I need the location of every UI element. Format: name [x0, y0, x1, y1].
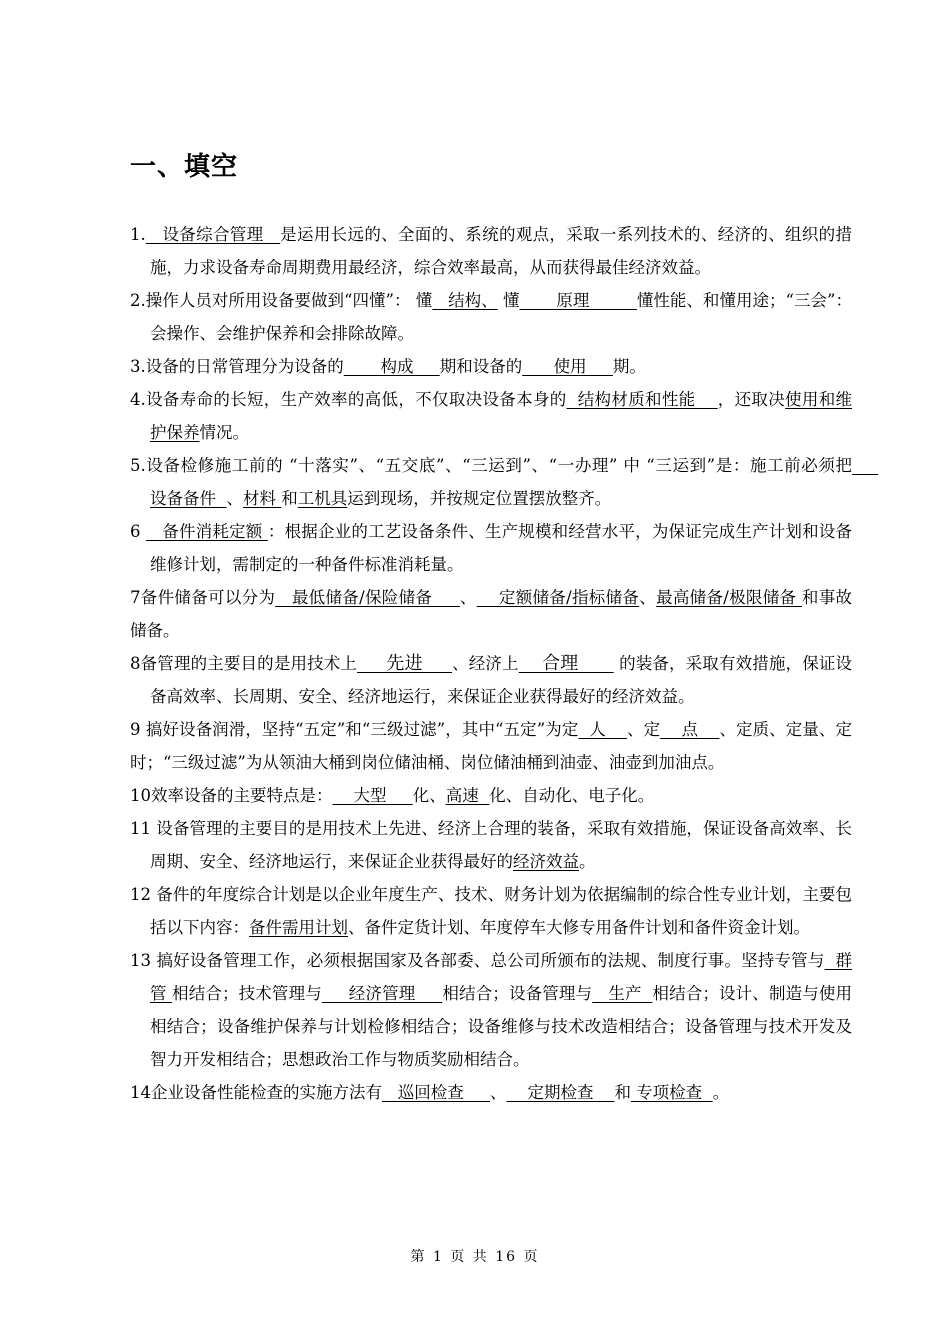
answer-blank: 备件消耗定额: [145, 522, 268, 541]
question-text: 、经济上: [452, 654, 519, 673]
question-item: [130, 350, 852, 383]
answer-blank: 备件需用计划: [249, 918, 348, 937]
answer-blank: 原理: [519, 291, 637, 310]
answer-blank: 群管: [150, 951, 852, 1003]
question-item: [130, 515, 852, 581]
answer-blank: 经济管理: [321, 984, 443, 1003]
question-item: [130, 647, 852, 713]
question-text: 情况。: [199, 423, 249, 442]
answer-blank: 经济效益: [513, 852, 579, 871]
answer-blank: 使用和维护保养: [150, 390, 853, 442]
question-text: 12 备件的年度综合计划是以企业年度生产、技术、财务计划为依据编制的综合性专业计划，主要包括以下内容：: [130, 885, 852, 937]
answer-blank: 结构材质和性能: [566, 390, 718, 409]
question-item: [130, 713, 852, 779]
question-text: 和: [614, 1083, 631, 1102]
question-text: 和事故储备。: [130, 588, 852, 640]
question-item: [130, 449, 879, 515]
answer-blank: 合理: [518, 653, 614, 674]
question-text: 5.设备检修施工前的 “十落实”、“五交底”、“三运到”、“一办理” 中 “三运到”是：施工前必须把: [130, 456, 852, 475]
fill-in-blank-list: [130, 218, 879, 1109]
question-text: 2.操作人员对所用设备要做到“四懂”： 懂: [130, 291, 433, 310]
question-item: [130, 284, 852, 350]
question-text: 相结合；技术管理与: [172, 984, 322, 1003]
section-heading: 一、填空: [130, 152, 239, 182]
question-text: 期和设备的: [439, 357, 523, 376]
question-item: [130, 812, 852, 878]
question-item: [130, 878, 852, 944]
question-text: 懂: [497, 291, 520, 310]
answer-blank: 设备备件: [150, 456, 879, 508]
answer-blank: 构成: [343, 357, 440, 376]
answer-blank: 高速: [445, 786, 490, 805]
question-text: 11 设备管理的主要目的是用技术上先进、经济上合理的装备，采取有效措施，保证设备高效率、长周期、安全、经济地运行，来保证企业获得最好的: [130, 819, 852, 871]
question-item: [130, 779, 852, 812]
answer-blank: 最低储备/保险储备: [275, 588, 460, 607]
answer-blank: 巡回检查: [382, 1083, 490, 1102]
question-text: 8备管理的主要目的是用技术上: [130, 654, 358, 673]
question-text: 的装备，采取有效措施，保证设备高效率、长周期、安全、经济地运行，来保证企业获得最好的经济效益。: [150, 654, 852, 706]
answer-blank: 设备综合管理: [145, 225, 281, 244]
question-text: 化、自动化、电子化。: [489, 786, 655, 805]
question-text: 相结合；设备管理与: [442, 984, 593, 1003]
question-text: 13 搞好设备管理工作，必须根据国家及各部委、总公司所颁布的法规、制度行事。坚持专管与: [130, 951, 825, 970]
question-item: [130, 218, 852, 284]
question-text: 、: [639, 588, 657, 607]
page-footer: 第 1 页 共 16 页: [410, 1249, 540, 1265]
question-text: 、: [489, 1083, 507, 1102]
question-text: 6: [130, 522, 146, 541]
question-text: 。: [712, 1083, 730, 1102]
question-text: 3.设备的日常管理分为设备的: [130, 357, 344, 376]
question-text: 和: [281, 489, 298, 508]
question-text: 4.设备寿命的长短，生产效率的高低，不仅取决设备本身的: [130, 390, 567, 409]
question-item: [130, 944, 852, 1076]
answer-blank: 工机具: [297, 489, 348, 508]
answer-blank: 最高储备/极限储备: [656, 588, 802, 607]
answer-blank: 材料: [243, 489, 282, 508]
question-text: 、定: [627, 720, 661, 739]
question-text: 。: [579, 852, 596, 871]
question-text: 9 搞好设备润滑，坚持“五定”和“三级过滤”，其中“五定”为定: [130, 720, 579, 739]
answer-blank: 大型: [332, 786, 413, 805]
answer-blank: 定期检查: [506, 1083, 615, 1102]
question-item: [130, 383, 852, 449]
answer-blank: 使用: [522, 357, 613, 376]
question-text: 化、: [412, 786, 446, 805]
question-text: ，还取决: [717, 390, 786, 409]
question-text: 期。: [612, 357, 646, 376]
question-text: 是运用长远的、全面的、系统的观点，采取一系列技术的、经济的、组织的措施，力求设备寿命周期费用最经济，综合效率最高，从而获得最佳经济效益。: [150, 225, 852, 277]
question-text: 运到现场，并按规定位置摆放整齐。: [347, 489, 612, 508]
question-text: 懂性能、和懂用途；“三会”：会操作、会维护保养和会排除故障。: [150, 291, 852, 343]
question-text: 、备件定货计划、年度停车大修专用备件计划和备件资金计划。: [348, 918, 810, 937]
question-text: ：根据企业的工艺设备条件、生产规模和经营水平，为保证完成生产计划和设备维修计划，需制定的一种备件标准消耗量。: [150, 522, 852, 574]
answer-blank: 人: [578, 720, 627, 739]
question-text: 7备件储备可以分为: [130, 588, 276, 607]
answer-blank: 结构、: [432, 291, 498, 310]
question-text: 14企业设备性能检查的实施方法有: [130, 1083, 382, 1102]
question-text: 、: [226, 489, 243, 508]
answer-blank: 定额储备/指标储备: [476, 588, 640, 607]
question-text: 10效率设备的主要特点是：: [130, 786, 333, 805]
answer-blank: 生产: [592, 984, 653, 1003]
answer-blank: 点: [660, 720, 720, 739]
question-text: 、: [459, 588, 477, 607]
answer-blank: 先进: [357, 653, 453, 674]
question-text: 、定质、定量、定时；“三级过滤”为从领油大桶到岗位储油桶、岗位储油桶到油壶、油壶到加油点。: [130, 720, 853, 772]
question-item: [130, 1076, 852, 1109]
question-text: 相结合；设计、制造与使用相结合；设备维护保养与计划检修相结合；设备维修与技术改造相结合；设备管理与技术开发及智力开发相结合；思想政治工作与物质奖励相结合。: [150, 984, 853, 1069]
answer-blank: 专项检查: [630, 1083, 713, 1102]
question-text: 1.: [130, 225, 146, 244]
question-item: [130, 581, 852, 647]
